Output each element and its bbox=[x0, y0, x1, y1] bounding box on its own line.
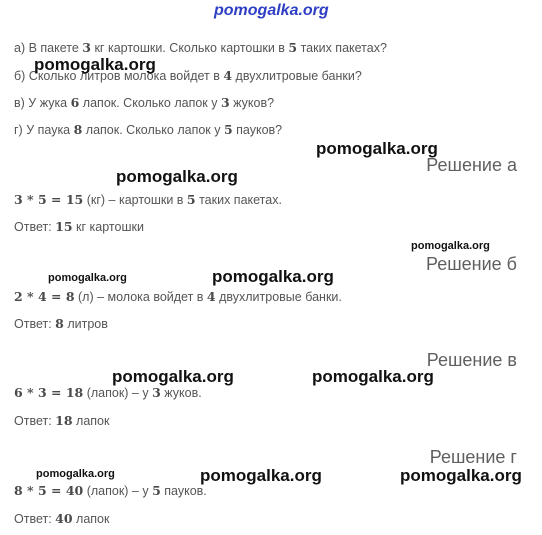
question-number: 8 bbox=[73, 122, 83, 137]
question-text: кг картошки. Сколько картошки в bbox=[90, 41, 289, 55]
answer-number: 18 bbox=[55, 413, 73, 428]
answer-label: Ответ: bbox=[14, 220, 56, 234]
question-a bbox=[14, 40, 387, 55]
answer-a bbox=[14, 219, 144, 234]
solution-text: – молока войдет в bbox=[93, 290, 207, 304]
solution-expression: 2 * 4 = 8 bbox=[14, 289, 75, 304]
solution-heading-b: Решение б bbox=[426, 254, 517, 274]
watermark: pomogalka.org bbox=[312, 367, 434, 386]
question-text: жуков? bbox=[229, 96, 275, 110]
question-text: лапок. Сколько лапок у bbox=[82, 123, 224, 137]
watermark: pomogalka.org bbox=[316, 139, 438, 158]
watermark: pomogalka.org bbox=[36, 468, 115, 480]
solution-heading-a: Решение а bbox=[426, 155, 517, 175]
question-v bbox=[14, 95, 274, 110]
question-number: 6 bbox=[70, 95, 80, 110]
solution-number: 5 bbox=[186, 192, 196, 207]
question-text: пауков? bbox=[232, 123, 283, 137]
question-number: 3 bbox=[220, 95, 230, 110]
question-number: 3 bbox=[82, 40, 91, 55]
solution-line-g bbox=[14, 483, 207, 498]
question-number: 5 bbox=[288, 40, 298, 55]
question-text: лапок. Сколько лапок у bbox=[79, 96, 221, 110]
question-number: 4 bbox=[223, 68, 233, 83]
solution-unit: (кг) bbox=[83, 193, 106, 207]
solution-unit: (лапок) bbox=[83, 484, 129, 498]
solution-unit: (л) bbox=[74, 290, 94, 304]
solution-text: – у bbox=[128, 386, 153, 400]
answer-label: Ответ: bbox=[14, 512, 56, 526]
answer-label: Ответ: bbox=[14, 317, 56, 331]
answer-text: литров bbox=[63, 317, 108, 331]
solution-line-v bbox=[14, 385, 202, 400]
answer-g bbox=[14, 511, 109, 526]
solution-line-b bbox=[14, 289, 342, 304]
question-text: в) У жука bbox=[14, 96, 71, 110]
answer-text: кг картошки bbox=[72, 220, 144, 234]
solution-text: жуков. bbox=[160, 386, 202, 400]
solution-heading-g: Решение г bbox=[429, 447, 517, 467]
solution-text: – картошки в bbox=[105, 193, 187, 207]
solution-expression: 8 * 5 = 40 bbox=[14, 483, 84, 498]
watermark: pomogalka.org bbox=[48, 272, 127, 284]
solution-text: – у bbox=[128, 484, 153, 498]
answer-text: лапок bbox=[72, 512, 110, 526]
answer-text: лапок bbox=[72, 414, 110, 428]
solution-text: таких пакетах. bbox=[195, 193, 282, 207]
solution-expression: 6 * 3 = 18 bbox=[14, 385, 84, 400]
question-text: таких пакетах? bbox=[297, 41, 387, 55]
solution-number: 4 bbox=[206, 289, 216, 304]
answer-v bbox=[14, 413, 109, 428]
solution-heading-v: Решение в bbox=[426, 350, 517, 370]
solution-number: 5 bbox=[152, 483, 161, 498]
watermark: pomogalka.org bbox=[116, 167, 238, 186]
header-watermark: pomogalka.org bbox=[214, 2, 329, 19]
answer-label: Ответ: bbox=[14, 414, 56, 428]
answer-number: 8 bbox=[55, 316, 64, 331]
solution-text: пауков. bbox=[160, 484, 207, 498]
answer-number: 40 bbox=[55, 511, 73, 526]
question-text: г) У паука bbox=[14, 123, 74, 137]
solution-line-a bbox=[14, 192, 282, 207]
watermark: pomogalka.org bbox=[200, 466, 322, 485]
watermark: pomogalka.org bbox=[34, 55, 156, 74]
solution-expression: 3 * 5 = 15 bbox=[14, 192, 84, 207]
answer-b bbox=[14, 316, 108, 331]
watermark: pomogalka.org bbox=[411, 240, 490, 252]
question-text: а) В пакете bbox=[14, 41, 83, 55]
solution-unit: (лапок) bbox=[83, 386, 129, 400]
watermark: pomogalka.org bbox=[400, 466, 522, 485]
solution-number: 3 bbox=[152, 385, 161, 400]
question-g bbox=[14, 122, 282, 137]
question-number: 5 bbox=[223, 122, 233, 137]
answer-number: 15 bbox=[55, 219, 73, 234]
solution-text: двухлитровые банки. bbox=[215, 290, 342, 304]
question-text: б) Сколько литров молока войдет в bbox=[14, 69, 224, 83]
watermark: pomogalka.org bbox=[212, 267, 334, 286]
question-text: двухлитровые банки? bbox=[232, 69, 362, 83]
watermark: pomogalka.org bbox=[112, 367, 234, 386]
